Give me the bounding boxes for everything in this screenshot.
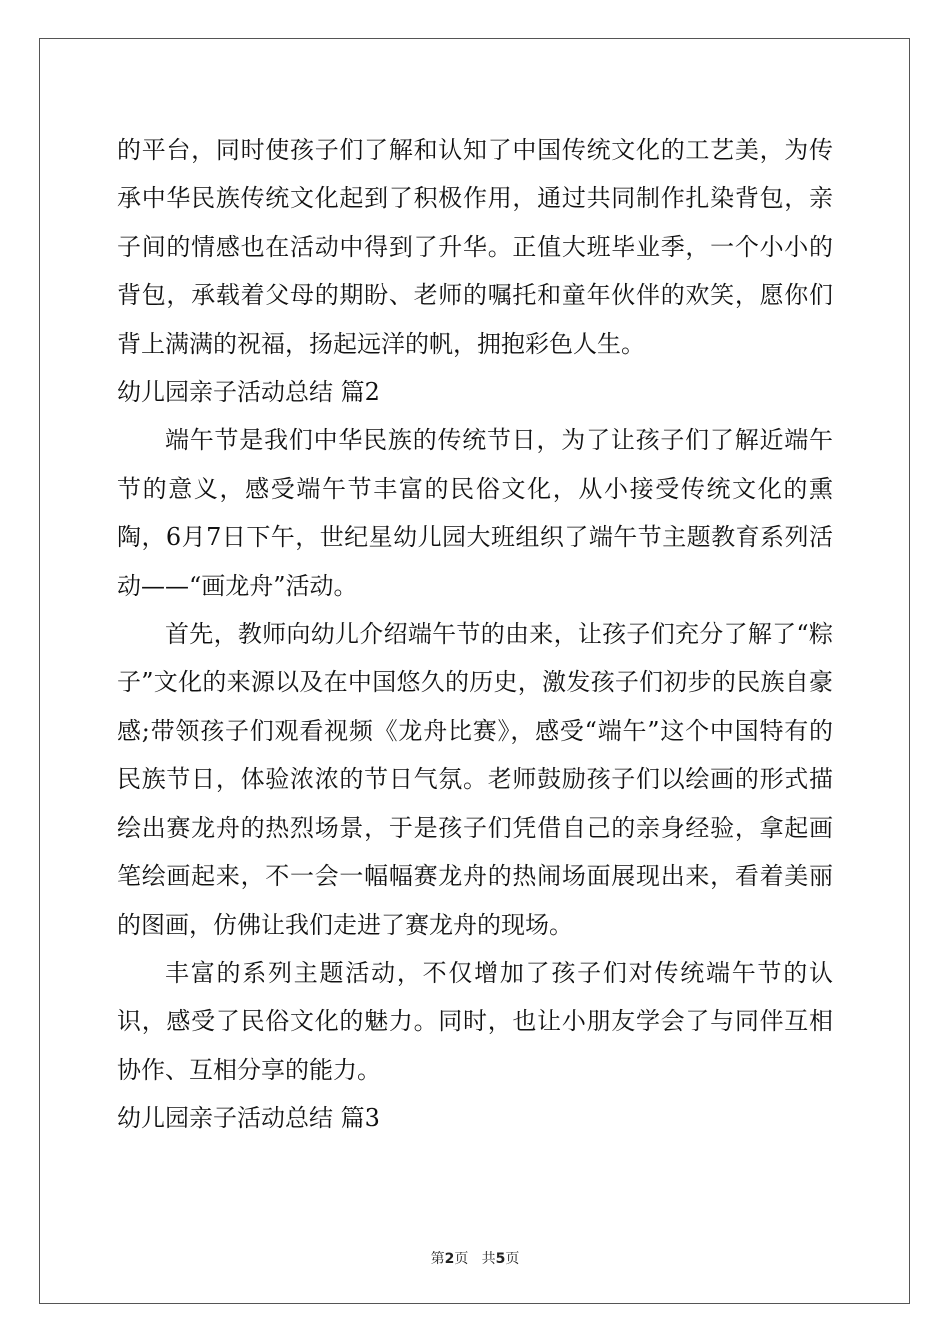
document-body	[117, 126, 833, 1143]
paragraph-activities: 首先，教师向幼儿介绍端午节的由来，让孩子们充分了解了“粽子”文化的来源以及在中国悠久的历史，激发孩子们初步的民族自豪感;带领孩子们观看视频《龙舟比赛》，感受“端午”这个中国特有的民族节日，体验浓浓的节日气氛。老师鼓励孩子们以绘画的形式描绘出赛龙舟的热烈场景，于是孩子们凭借自己的亲身经验，拿起画笔绘画起来，不一会一幅幅赛龙舟的热闹场面展现出来，看着美丽的图画，仿佛让我们走进了赛龙舟的现场。	[117, 620, 833, 939]
footer-prefix: 第	[430, 1251, 445, 1267]
footer-current-page: 2	[444, 1251, 455, 1267]
paragraph-intro: 端午节是我们中华民族的传统节日，为了让孩子们了解近端午节的意义，感受端午节丰富的民俗文化，从小接受传统文化的熏陶，6月7日下午，世纪星幼儿园大班组织了端午节主题教育系列活动——“画龙舟”活动。	[117, 426, 833, 600]
section-heading-2: 幼儿园亲子活动总结 篇2	[117, 378, 380, 407]
page-footer	[0, 1248, 950, 1268]
paragraph-continued: 的平台，同时使孩子们了解和认知了中国传统文化的工艺美，为传承中华民族传统文化起到了积极作用，通过共同制作扎染背包，亲子间的情感也在活动中得到了升华。正值大班毕业季，一个小小的背包，承载着父母的期盼、老师的嘱托和童年伙伴的欢笑，愿你们背上满满的祝福，扬起远洋的帆，拥抱彩色人生。	[117, 136, 833, 358]
footer-total-unit: 页	[505, 1251, 520, 1267]
paragraph-summary: 丰富的系列主题活动，不仅增加了孩子们对传统端午节的认识，感受了民俗文化的魅力。同时，也让小朋友学会了与同伴互相协作、互相分享的能力。	[117, 958, 833, 1084]
footer-page-unit: 页	[454, 1251, 469, 1267]
footer-total-pages: 5	[495, 1251, 506, 1267]
section-heading-3: 幼儿园亲子活动总结 篇3	[117, 1104, 380, 1133]
footer-total-prefix: 共	[481, 1251, 496, 1267]
